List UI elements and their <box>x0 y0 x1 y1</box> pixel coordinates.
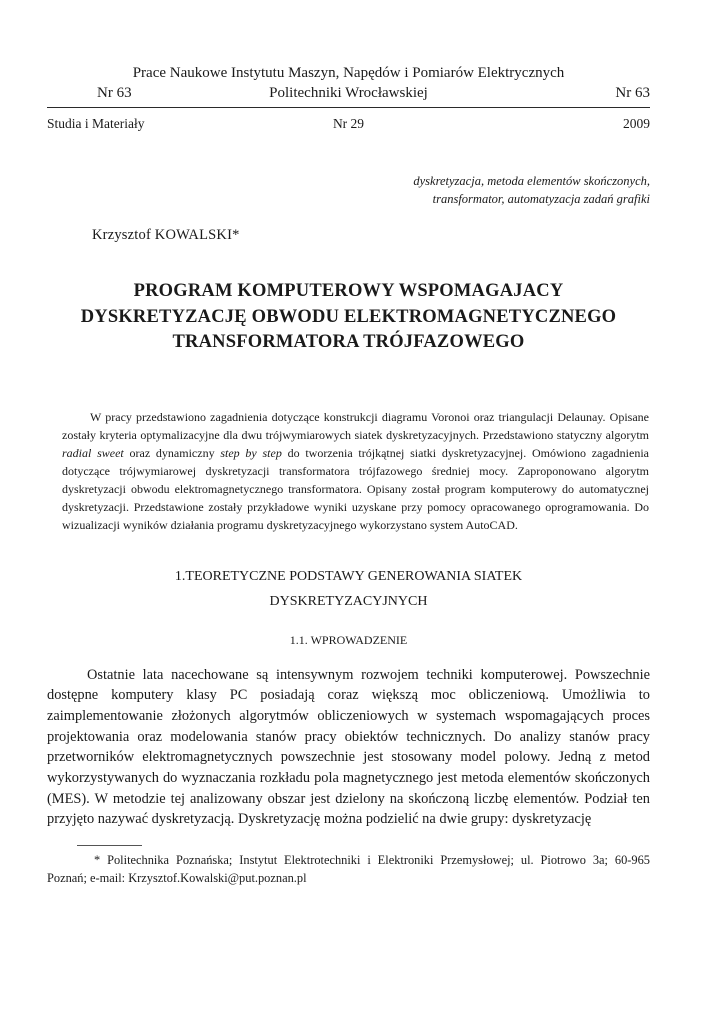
abstract-paragraph: W pracy przedstawiono zagadnienia dotyczące konstrukcji diagramu Voronoi oraz triangulacji Delaunay. Opisane zostały kryteria optymalizacyjne dla dwu trójwymiarowych siatek dyskretyzacyjnych. Przedstawiono statyczny algorytm radial sweet oraz dynamiczny step by step do tworzenia trójkątnej siatki dyskretyzacyjnej. Omówiono zagadnienia dotyczące trójwymiarowej dyskretyzacji transformatora trójfazowego średniej mocy. Zaproponowano algorytm dyskretyzacji obwodu elektromagnetycznego transformatora. Opisany został program komputerowy do automatycznej dyskretyzacji. Przedstawione zostały przykładowe wyniki uzyskane przy pomocy opracowanego oprogramowania. Do wizualizacji wyników działania programu dyskretyzacyjnego wykorzystano system AutoCAD. <box>62 409 650 532</box>
issue-number-left: Nr 63 <box>97 85 132 101</box>
journal-title: Prace Naukowe Instytutu Maszyn, Napędów i Pomiarów Elektrycznych <box>132 65 565 81</box>
journal-header-row2 <box>47 83 650 108</box>
keywords-block <box>47 173 650 208</box>
body-paragraph: Ostatnie lata nacechowane są intensywnym rozwojem techniki komputerowej. Powszechnie dostępne komputery klasy PC posiadają coraz większą moc obliczeniową. Umożliwia to zaimplementowanie złożonych algorytmów obliczeniowych w systemach wspomagających proces projektowania oraz modelowania stanów pracy obiektów technicznych. Do analizy stanów pracy przetworników elektromagnetycznych powszechnie jest stosowany model polowy. Jedną z metod wykorzystywanych do wyznaczania rozkładu pola magnetycznego jest metoda elementów skończonych (MES). W metodzie tej analizowany obszar jest dzielony na skończoną liczbę elementów. Podział ten przyjęto nazywać dyskretyzacją. Dyskretyzację można podzielić na dwie grupy: dyskretyzację <box>47 666 650 828</box>
keywords-line-2: transformator, automatyzacja zadań grafiki <box>432 191 650 206</box>
publication-year: 2009 <box>623 116 650 131</box>
issue-number-right: Nr 63 <box>615 85 650 101</box>
paper-title-line-1: PROGRAM KOMPUTEROWY WSPOMAGAJACY <box>133 281 564 301</box>
section-heading-line-2: DYSKRETYZACYJNYCH <box>269 593 428 609</box>
paper-title-line-3: TRANSFORMATORA TRÓJFAZOWEGO <box>172 332 525 352</box>
journal-header <box>47 63 650 133</box>
paper-title <box>47 279 650 356</box>
footnote-divider <box>77 845 142 846</box>
subsection-heading: 1.1. WPROWADZENIE <box>289 632 408 647</box>
journal-header-row3 <box>47 115 650 133</box>
footnote-text: * Politechnika Poznańska; Instytut Elektrotechniki i Elektroniki Przemysłowej; ul. Piotrowo 3a; 60-965 Poznań; e-mail: Krzysztof.Kowalski@put.poznan.pl <box>47 852 650 886</box>
volume-number: Nr 29 <box>332 116 365 131</box>
keywords-line-1: dyskretyzacja, metoda elementów skończonych, <box>413 174 650 188</box>
author-name: Krzysztof KOWALSKI* <box>92 227 240 243</box>
institution-name: Politechniki Wrocławskiej <box>269 85 428 101</box>
paper-title-line-2: DYSKRETYZACJĘ OBWODU ELEKTROMAGNETYCZNEGO <box>80 306 617 327</box>
series-name: Studia i Materiały <box>47 116 145 131</box>
section-heading-line-1: 1.TEORETYCZNE PODSTAWY GENEROWANIA SIATEK <box>174 568 523 584</box>
section-heading <box>47 564 650 614</box>
